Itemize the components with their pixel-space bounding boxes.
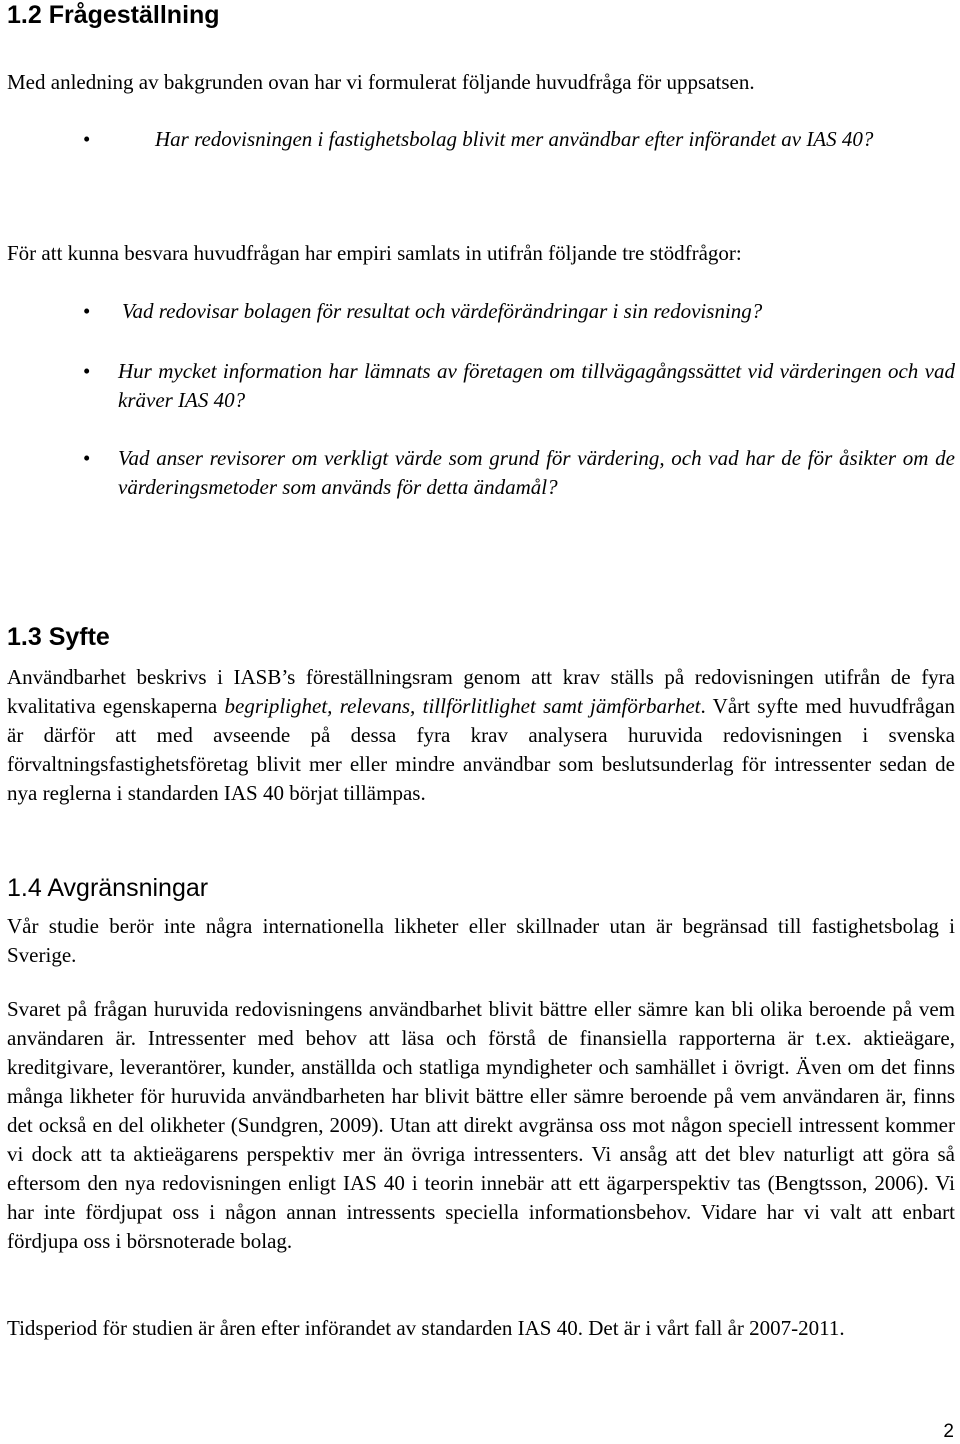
delimitation-paragraph-1: Vår studie berör inte några internationella likheter eller skillnader utan är begränsad till fastighetsbolag i Sverige. bbox=[7, 914, 955, 967]
bullet-icon: • bbox=[83, 299, 91, 323]
purpose-text-end: . Vårt syfte med huvudfrågan är därför att med avseende på dessa fyra krav analysera huruvida redovisningen i svenska förvaltningsfastighetsföretag blivit mer eller mindre användbar som beslutsunderlag för intressenter sedan de nya reglerna i standarden IAS 40 börjat tillämpas. bbox=[7, 694, 955, 805]
section-heading-1-2: 1.2 Frågeställning bbox=[7, 1, 220, 29]
bullet-icon: • bbox=[83, 446, 91, 470]
sub-question-3: Vad anser revisorer om verkligt värde som grund för värdering, och vad har de för åsikter om de värderingsmetoder som används för detta ändamål? bbox=[118, 446, 955, 499]
purpose-paragraph bbox=[7, 663, 955, 808]
intro-paragraph: Med anledning av bakgrunden ovan har vi formulerat följande huvudfråga för uppsatsen. bbox=[7, 70, 755, 94]
section-heading-1-4: 1.4 Avgränsningar bbox=[7, 874, 209, 902]
page-number: 2 bbox=[943, 1421, 954, 1442]
bullet-icon: • bbox=[83, 359, 91, 383]
sub-question-2: Hur mycket information har lämnats av företagen om tillvägagångssättet vid värderingen och vad kräver IAS 40? bbox=[118, 359, 955, 412]
purpose-text-qualities: begriplighet, relevans, tillförlitlighet samt jämförbarhet bbox=[224, 694, 701, 718]
delimitation-paragraph-2: Svaret på frågan huruvida redovisningens användbarhet blivit bättre eller sämre kan bli olika beroende på vem användaren är. Intressenter med behov att läsa och förstå de finansiella rapporterna är t.ex. aktieägare, kreditgivare, leverantörer, kunder, anställda och statliga myndigheter och samhället i övrigt. Även om det finns många likheter för huruvida användbarheten har blivit bättre eller sämre beroende på vem användaren är, finns det också en del olikheter (Sundgren, 2009). Utan att direkt avgränsa oss mot någon speciell intressent kommer vi dock att ta aktieägarens perspektiv mer än övriga intressenters. Vi ansåg att det blev naturligt att göra så eftersom den nya redovisningen enligt IAS 40 i teorin innebär att ett ägarperspektiv tas (Bengtsson, 2006). Vi har inte fördjupat oss i någon annan intressents speciella informationsbehov. Vidare har vi valt att enbart fördjupa oss i börsnoterade bolag. bbox=[7, 997, 955, 1253]
sub-question-1: Vad redovisar bolagen för resultat och värdeförändringar i sin redovisning? bbox=[122, 299, 763, 323]
main-question: Har redovisningen i fastighetsbolag blivit mer användbar efter införandet av IAS 40? bbox=[155, 127, 874, 151]
delimitation-paragraph-3: Tidsperiod för studien är åren efter införandet av standarden IAS 40. Det är i vårt fall år 2007-2011. bbox=[7, 1316, 845, 1340]
sub-questions-intro: För att kunna besvara huvudfrågan har empiri samlats in utifrån följande tre stödfrågor: bbox=[7, 241, 742, 265]
section-heading-1-3: 1.3 Syfte bbox=[7, 623, 110, 651]
purpose-text-start: Användbarhet beskrivs i IASB’s föreställningsram genom att krav ställs på redovisningen utifrån de fyra kvalitativa egenskaperna bbox=[7, 665, 955, 718]
bullet-icon: • bbox=[83, 127, 91, 151]
